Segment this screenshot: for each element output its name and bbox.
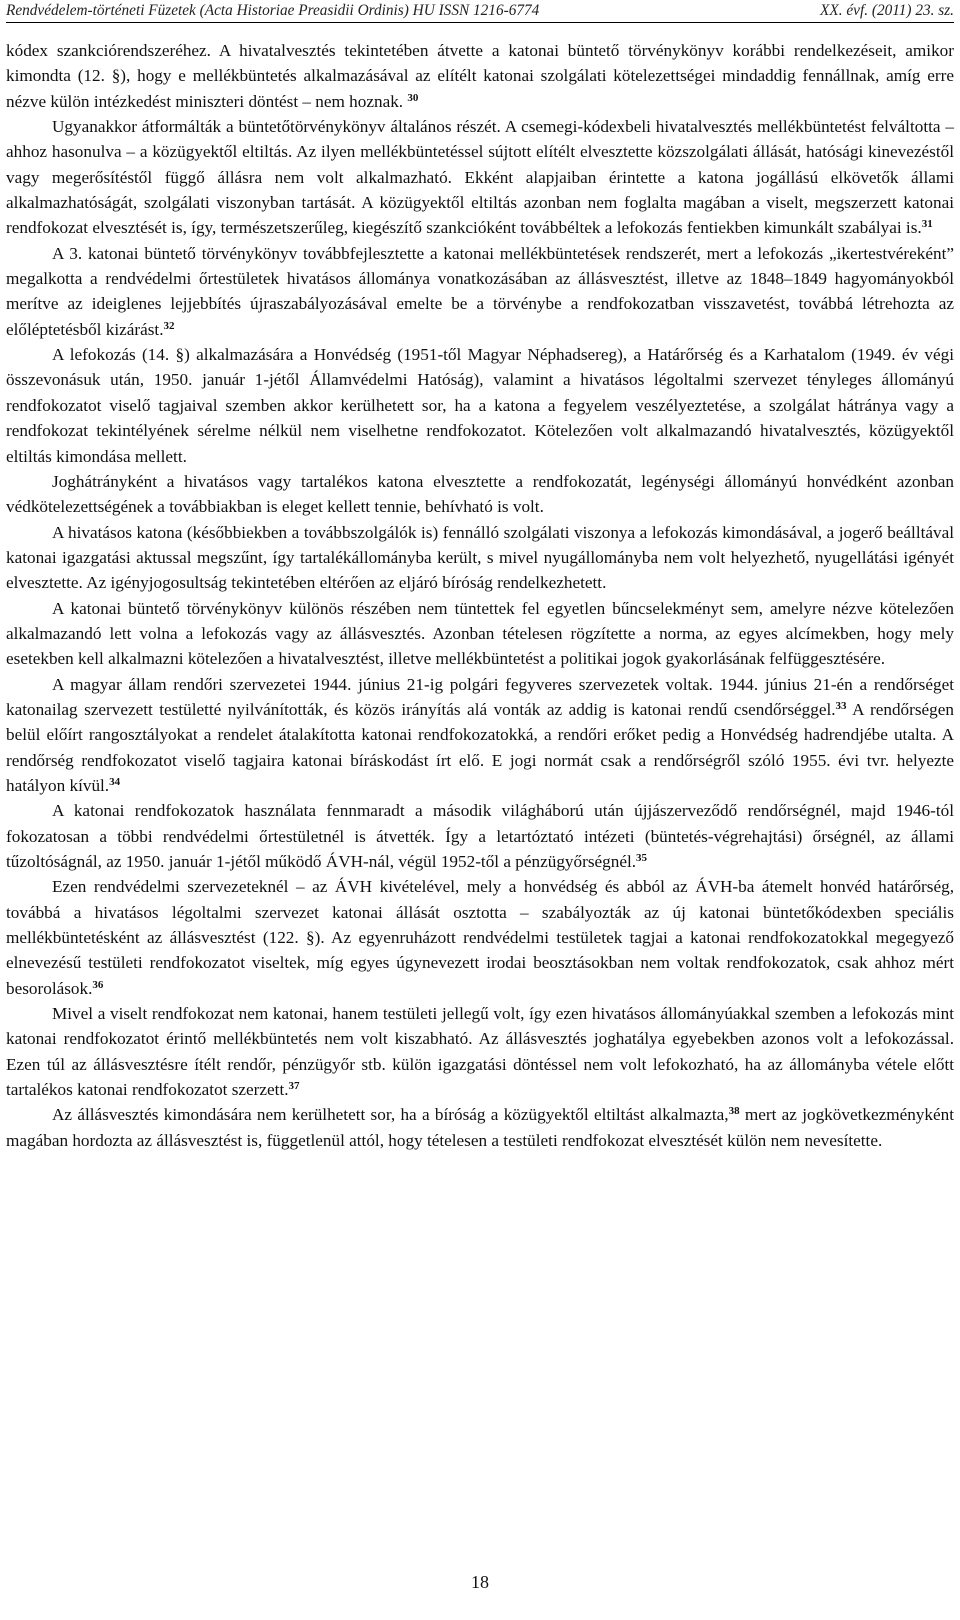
paragraph: A hivatásos katona (későbbiekben a továbbszolgálók is) fennálló szolgálati viszonya a lefokozás kimondásával, a jogerő beálltával katonai igazgatási aktussal megszűnt, így tartalékállományba került, s mivel nyugállományba nem volt helyezhető, nyugellátási igényét elvesztette. Az igényjogosultság tekintetében eltérően az eljáró bíróság rendelkezhetett.	[6, 522, 954, 593]
paragraph: Joghátrányként a hivatásos vagy tartalékos katona elvesztette a rendfokozatát, legénységi állományú honvédként azonban védkötelezettségének a továbbiakban is eleget kellett tennie, behívható is volt.	[6, 471, 954, 517]
paragraph: Mivel a viselt rendfokozat nem katonai, hanem testületi jellegű volt, így ezen hivatásos állományúakkal szemben a lefokozás mint katonai rendfokozatot érintő mellékbüntetés nem volt kiszabható. Az állásvesztés joghatálya egyebekben azonos volt a lefokozással. Ezen túl az állásvesztésre ítélt rendőr, pénzügyőr stb. külön igazgatási döntéssel nem volt lefokozható, ha az állományba vétele előtt tartalékos katonai rendfokozatot szerzett.$^{37}$	[6, 1004, 954, 1100]
footnote-ref[interactable]: 30	[407, 91, 419, 104]
paragraph: A 3. katonai büntető törvénykönyv továbbfejlesztette a katonai mellékbüntetések rendszerét, mert a lefokozás „ikertestvéreként” megalkotta a rendvédelmi őrtestületek hivatásos állománya vonatkozásában az állásvesztést, illetve az 1848–1849 hagyományokból merítve az ideiglenes lejjebbítés újraszabályozásával emelte be a törvénybe a rendfokozatban visszavetést, továbbá létrehozta az előléptetésből kizárást.$^{32}$	[6, 243, 954, 339]
paragraph: A magyar állam rendőri szervezetei 1944. június 21-ig polgári fegyveres szervezetek voltak. 1944. június 21-én a rendőrséget katonailag szervezett testületté nyilvánították, és közös irányítás alá vonták az addig is katonai rendű csendőrséggel.$^{33}$ A rendőrségen belül előírt rangosztályokat a rendelet átalakította katonai rendfokozatokká, a rendőri erőket pedig a Honvédség hadrendjébe utalta. A rendőrség rendfokozatot viselő tagjaira katonai bíráskodást írt elő. E jogi normát csak a rendőrségről szóló 1955. évi tvr. helyezte hatályon kívül.$^{34}$	[6, 674, 954, 795]
running-header	[6, 2, 954, 20]
paragraph: A lefokozás (14. §) alkalmazására a Honvédség (1951-től Magyar Néphadsereg), a Határőrség és a Karhatalom (1949. év végi összevonásuk után, 1950. január 1-jétől Államvédelmi Hatóság), valamint a hivatásos légoltalmi szervezet tényleges állományú rendfokozatot viselő tagjaival szemben akkor kerülhetett sor, ha a katona a fegyelem veszélyeztetése, a szolgálat hátránya vagy a rendfokozat tekintélyének sérelme nélkül nem viselhetne rendfokozatot. Kötelezően volt alkalmazandó hivatalvesztés, közügyektől eltiltás kimondása mellett.	[6, 345, 954, 466]
header-rule	[6, 22, 954, 23]
footnote-ref[interactable]: 37	[288, 1080, 300, 1093]
paragraph: A katonai büntető törvénykönyv különös részében nem tüntettek fel egyetlen bűncselekményt sem, amelyre nézve kötelezően alkalmazandó lett volna a lefokozás vagy az állásvesztés. Azonban tételesen rögzítette a norma, az egyes alcímekben, hogy mely esetekben kell alkalmazni kötelezően a hivatalvesztést, illetve mellékbüntetést a politikai jogok gyakorlásának felfüggesztésére.	[6, 598, 954, 669]
footnote-ref[interactable]: 33	[835, 699, 847, 712]
footnote-ref[interactable]: 31	[921, 218, 933, 231]
footnote-ref[interactable]: 34	[109, 775, 121, 788]
paragraph: kódex szankciórendszeréhez. A hivatalvesztés tekintetében átvette a katonai büntető törvénykönyv korábbi rendelkezéseit, amikor kimondta (12. §), hogy e mellékbüntetés alkalmazásával az elítélt katonai szolgálati kötelezettségei mindaddig fennállnak, amíg erre nézve külön intézkedést miniszteri döntést – nem hoznak. $^{30}$	[6, 41, 954, 111]
paragraph: A katonai rendfokozatok használata fennmaradt a második világháború után újjászerveződő rendőrségnél, majd 1946-tól fokozatosan a többi rendvédelmi őrtestületnél is átvették. Így a letartóztató intézeti (büntetés-végrehajtási) őrségnél, az állami tűzoltóságnál, az 1950. január 1-jétől működő ÁVH-nál, végül 1952-től a pénzügyőrségnél.$^{35}$	[6, 801, 954, 871]
footnote-ref[interactable]: 36	[92, 978, 104, 991]
paragraph: Ezen rendvédelmi szervezeteknél – az ÁVH kivételével, mely a honvédség és abból az ÁVH-ba átemelt honvéd határőrség, továbbá a hivatásos légoltalmi szervezet katonai állását osztotta – szabályozták az új katonai büntetőkódexben speciális mellékbüntetésként az állásvesztést (122. §). Az egyenruházott rendvédelmi testületek tagjai a katonai rendfokozatokkal megegyező elnevezésű testületi rendfokozatot viseltek, míg egyes úgynevezett irodai beosztásokban nem voltak rendfokozatok, csak ahhoz mért besorolások.$^{36}$	[6, 877, 954, 998]
paragraph: Ugyanakkor átformálták a büntetőtörvénykönyv általános részét. A csemegi-kódexbeli hivatalvesztés mellékbüntetést felváltotta – ahhoz hasonulva – a közügyektől eltiltás. Az ilyen mellékbüntetéssel sújtott elítélt elvesztette közszolgálati állását, hatósági kinevezéstől vagy megerősítéstől függő állásra nem volt alkalmazható. Ekként alapjaiban érintette a katona jogállású elkövetők állami alkalmazhatóságát, szolgálati viszonyban tartását. A közügyektől eltiltás azonban nem foglalta magában a viselt, megszerzett katonai rendfokozat elvesztését is, így, természetszerűleg, kiegészítő szankcióként továbbéltek a lefokozás fentiekben kimunkált szabályai is.$^{31}$	[6, 117, 954, 238]
footnote-ref[interactable]: 38	[728, 1105, 740, 1118]
issue-info: XX. évf. (2011) 23. sz.	[820, 2, 954, 19]
footnote-ref[interactable]: 32	[163, 319, 175, 332]
paragraph: Az állásvesztés kimondására nem kerülhetett sor, ha a bíróság a közügyektől eltiltást alkalmazta,$^{38}$ mert az jogkövetkezményként magában hordozta az állásvesztést is, függetlenül attól, hogy tételesen a testületi rendfokozat elvesztését külön nem nevesítette.	[6, 1105, 954, 1150]
body-text	[6, 38, 954, 1153]
page-number: 18	[471, 1572, 489, 1592]
footnote-ref[interactable]: 35	[636, 852, 648, 864]
journal-title: Rendvédelem-történeti Füzetek (Acta Historiae Preasidii Ordinis) HU ISSN 1216-6774	[6, 2, 540, 19]
